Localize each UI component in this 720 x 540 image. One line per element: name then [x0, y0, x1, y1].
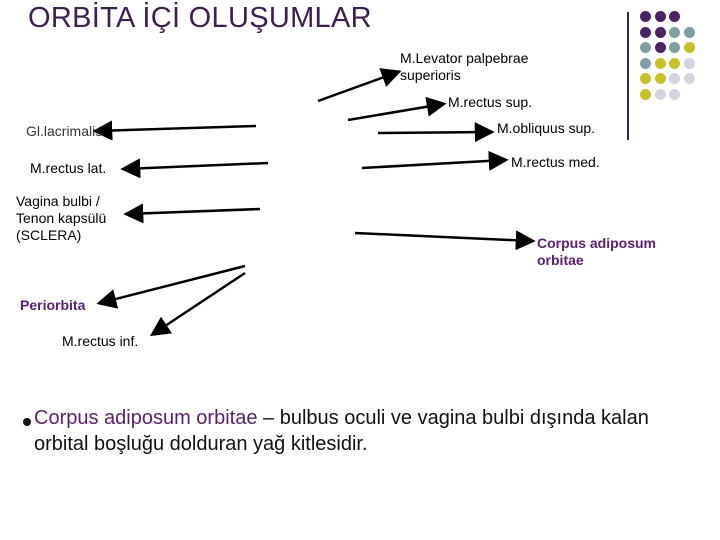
label-vagina-line3: (SCLERA)	[16, 227, 82, 243]
label-vagina-bulbi	[16, 193, 136, 244]
arrow-corpus-adiposum	[355, 233, 532, 241]
slide-title: ORBİTA İÇİ OLUŞUMLAR	[28, 2, 372, 34]
label-periorbita: Periorbita	[20, 297, 86, 313]
label-corpus-adiposum	[537, 235, 656, 269]
bullet-paragraph	[34, 405, 674, 457]
label-vagina-line1: Vagina bulbi /	[16, 193, 100, 209]
label-levator-line2: superioris	[400, 67, 461, 83]
label-rectus-lat: M.rectus lat.	[30, 160, 107, 176]
label-gl-lacrimalis: Gl.lacrimalis	[26, 123, 103, 139]
arrow-vagina-bulbi	[127, 209, 260, 214]
bullet-term: Corpus adiposum orbitae	[34, 407, 258, 429]
label-corpus-line2: orbitae	[537, 252, 584, 268]
arrow-rectus-lat	[124, 163, 268, 169]
arrow-rectus-med	[362, 160, 505, 168]
label-levator-line1: M.Levator palpebrae	[400, 50, 529, 66]
label-rectus-sup: M.rectus sup.	[448, 94, 533, 110]
label-rectus-inf: M.rectus inf.	[62, 333, 139, 349]
label-rectus-med: M.rectus med.	[511, 154, 600, 170]
arrow-periorbita	[100, 266, 245, 303]
label-corpus-line1: Corpus adiposum	[537, 235, 657, 251]
label-levator-palpebrae	[400, 50, 528, 84]
arrow-gl-lacrimalis	[96, 126, 256, 131]
label-obliquus-sup: M.obliquus sup.	[497, 120, 596, 136]
bullet-point-icon	[23, 418, 31, 426]
arrow-rectus-sup	[348, 104, 443, 120]
label-vagina-line2: Tenon kapsülü	[16, 210, 107, 226]
arrow-levator	[318, 72, 398, 101]
arrow-rectus-inf	[153, 273, 245, 334]
arrow-obliquus-sup	[378, 132, 491, 133]
bullet-definition: – bulbus oculi ve vagina bulbi dışında kalan orbital boşluğu dolduran yağ kitlesidir.	[34, 407, 649, 455]
